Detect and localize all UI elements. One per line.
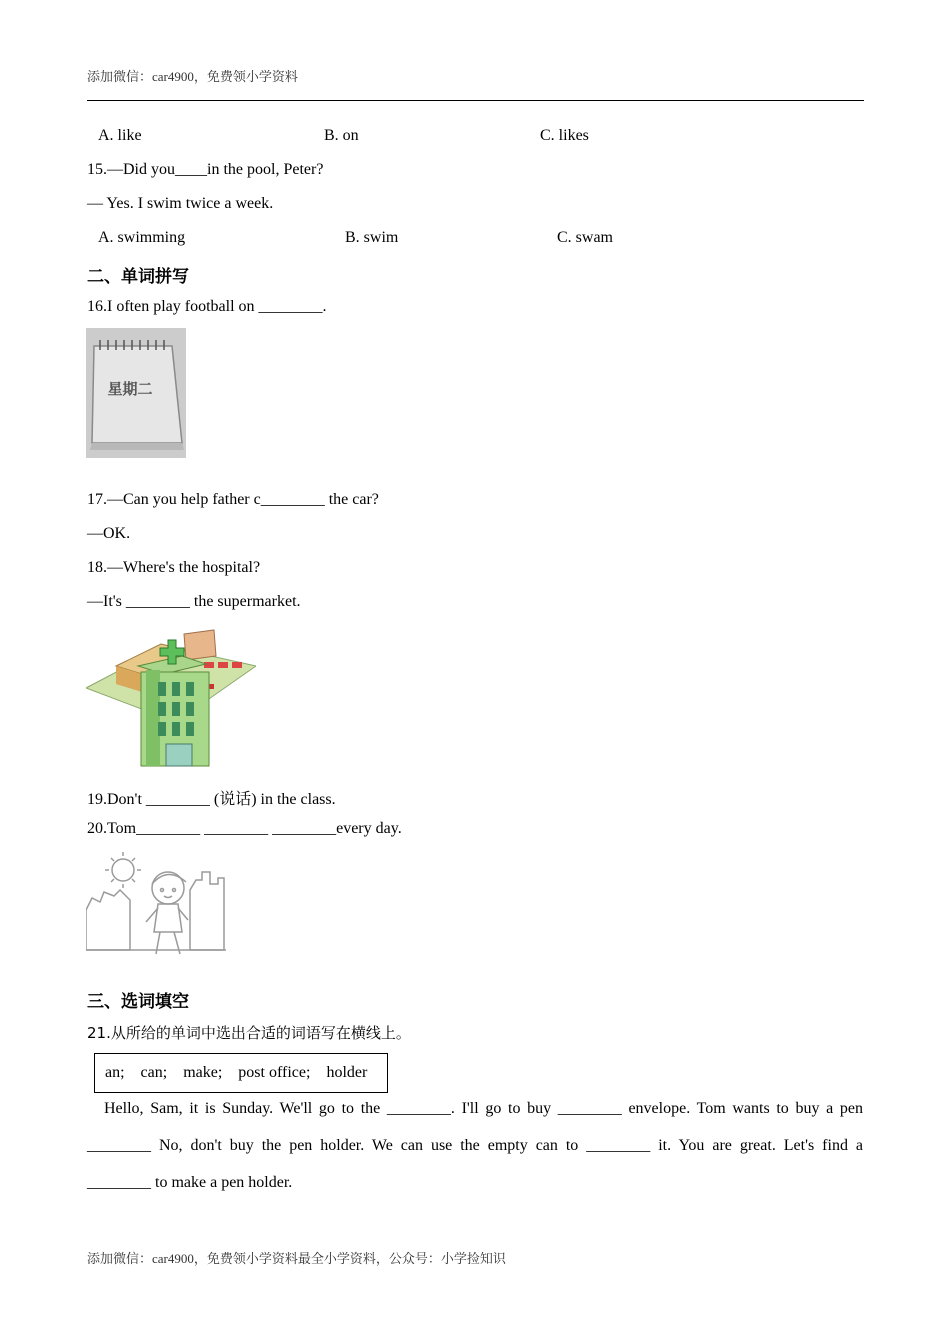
- q20-text: 20.Tom________ ________ ________every day.: [87, 820, 402, 837]
- q15-answer: — Yes. I swim twice a week.: [87, 195, 274, 212]
- hospital-map-image: [86, 626, 256, 768]
- word-bank-box: [94, 1053, 388, 1093]
- calendar-image: [86, 328, 186, 458]
- boy-walking-sun-image: [86, 850, 226, 962]
- word-bank-item: post office;: [238, 1064, 311, 1081]
- calendar-weekday-label: 星期二: [107, 380, 153, 398]
- word-bank-item: make;: [183, 1064, 223, 1081]
- header-divider: [87, 100, 864, 101]
- q18-question: 18.—Where's the hospital?: [87, 559, 261, 576]
- paragraph-line: ________ No, don't buy the pen holder. We can use the empty can to ________ it. You are great. Let's find a: [87, 1137, 863, 1154]
- q21-instruction: 21.从所给的单词中选出合适的词语写在横线上。: [87, 1024, 411, 1042]
- q14-option-a: A. like: [98, 127, 142, 144]
- q16-text: 16.I often play football on ________.: [87, 298, 327, 315]
- section-3-title: 三、选词填空: [87, 992, 189, 1012]
- section-2-title: 二、单词拼写: [87, 267, 189, 287]
- q14-option-b: B. on: [324, 127, 359, 144]
- q15-question: 15.—Did you____in the pool, Peter?: [87, 161, 324, 178]
- q17-answer: —OK.: [87, 525, 131, 542]
- page-header: 添加微信：car4900，免费领小学资料: [87, 69, 298, 84]
- page-footer: 添加微信：car4900，免费领小学资料最全小学资料，公众号：小学捡知识: [87, 1251, 506, 1266]
- paragraph-line: Hello, Sam, it is Sunday. We'll go to the ________. I'll go to buy ________ envelope. Tom wants to buy a pen: [104, 1100, 863, 1117]
- paragraph-line: ________ to make a pen holder.: [87, 1174, 293, 1191]
- q14-option-c: C. likes: [540, 127, 589, 144]
- q15-option-b: B. swim: [345, 229, 399, 246]
- word-bank-item: an;: [105, 1064, 125, 1081]
- q15-option-c: C. swam: [557, 229, 613, 246]
- q19-text: 19.Don't ________ (说话) in the class.: [87, 791, 336, 808]
- q15-option-a: A. swimming: [98, 229, 186, 246]
- q21-paragraph: [87, 1090, 863, 1201]
- q18-answer: —It's ________ the supermarket.: [87, 593, 301, 610]
- q17-question: 17.—Can you help father c________ the car?: [87, 491, 379, 508]
- word-bank-item: can;: [140, 1064, 168, 1081]
- word-bank-item: holder: [326, 1064, 368, 1081]
